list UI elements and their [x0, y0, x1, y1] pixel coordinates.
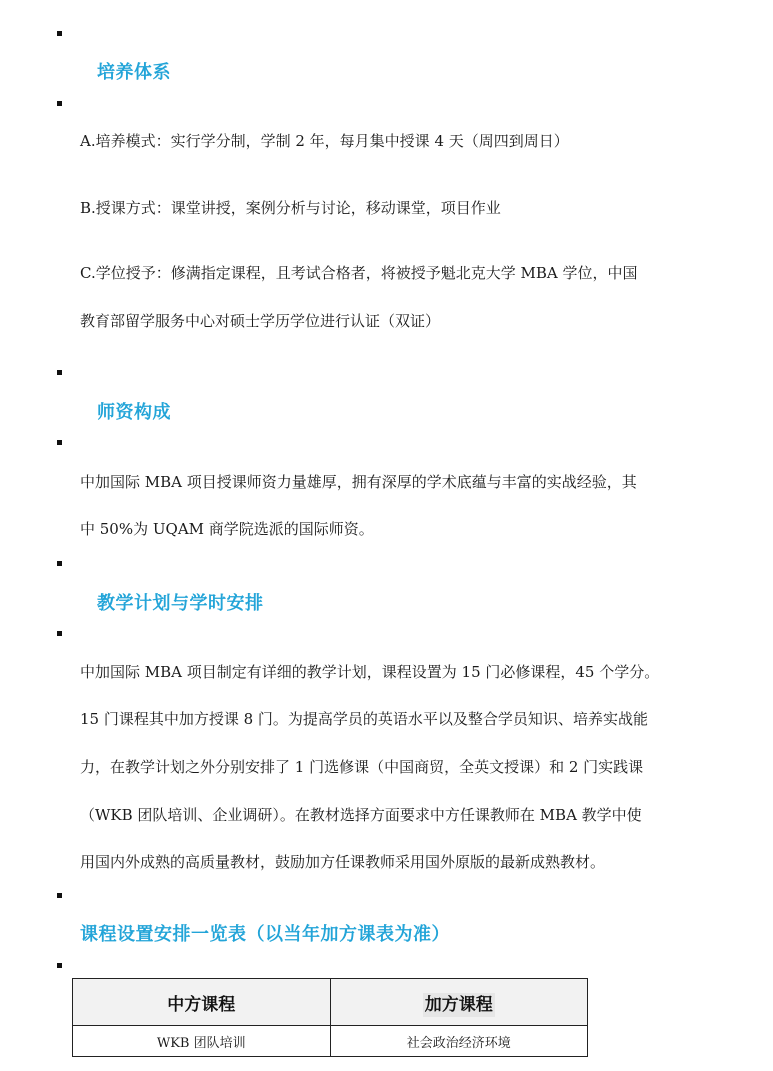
column-header-chinese-courses: 中方课程 [73, 979, 331, 1026]
table-header-row [73, 979, 588, 1026]
column-header-canadian-courses [330, 979, 588, 1026]
training-item-degree-cont: 教育部留学服务中心对硕士学历学位进行认证（双证） [80, 312, 441, 330]
section-heading-schedule: 课程设置安排一览表（以当年加方课表为准） [80, 924, 450, 945]
plan-line: 力，在教学计划之外分别安排了 1 门选修课（中国商贸，全英文授课）和 2 门实践课 [80, 758, 644, 776]
bullet-marker [57, 893, 62, 898]
faculty-line: 中加国际 MBA 项目授课师资力量雄厚，拥有深厚的学术底蕴与丰富的实战经验，其 [80, 473, 637, 491]
bullet-marker [57, 31, 62, 36]
table-cell: WKB 团队培训 [73, 1026, 331, 1057]
plan-line: 中加国际 MBA 项目制定有详细的教学计划，课程设置为 15 门必修课程，45 个学分。 [80, 663, 660, 681]
training-item-mode: A.培养模式：实行学分制，学制 2 年，每月集中授课 4 天（周四到周日） [80, 132, 569, 150]
plan-line: 15 门课程其中加方授课 8 门。为提高学员的英语水平以及整合学员知识、培养实战能 [80, 710, 648, 728]
section-heading-plan: 教学计划与学时安排 [97, 593, 264, 614]
column-header-canadian-label: 加方课程 [424, 994, 493, 1015]
bullet-marker [57, 561, 62, 566]
faculty-line: 中 50%为 UQAM 商学院选派的国际师资。 [80, 520, 374, 538]
training-item-method: B.授课方式：课堂讲授，案例分析与讨论，移动课堂，项目作业 [80, 199, 501, 217]
training-item-degree: C.学位授予：修满指定课程，且考试合格者，将被授予魁北克大学 MBA 学位，中国 [80, 264, 638, 282]
table-row [73, 1026, 588, 1057]
bullet-marker [57, 370, 62, 375]
bullet-marker [57, 631, 62, 636]
plan-line: 用国内外成熟的高质量教材，鼓励加方任课教师采用国外原版的最新成熟教材。 [80, 853, 606, 871]
bullet-marker [57, 963, 62, 968]
plan-line: （WKB 团队培训、企业调研）。在教材选择方面要求中方任课教师在 MBA 教学中使 [80, 806, 642, 824]
table-cell: 社会政治经济环境 [330, 1026, 588, 1057]
bullet-marker [57, 440, 62, 445]
course-table [72, 978, 588, 1057]
bullet-marker [57, 101, 62, 106]
section-heading-training: 培养体系 [97, 62, 171, 83]
section-heading-faculty: 师资构成 [97, 402, 171, 423]
